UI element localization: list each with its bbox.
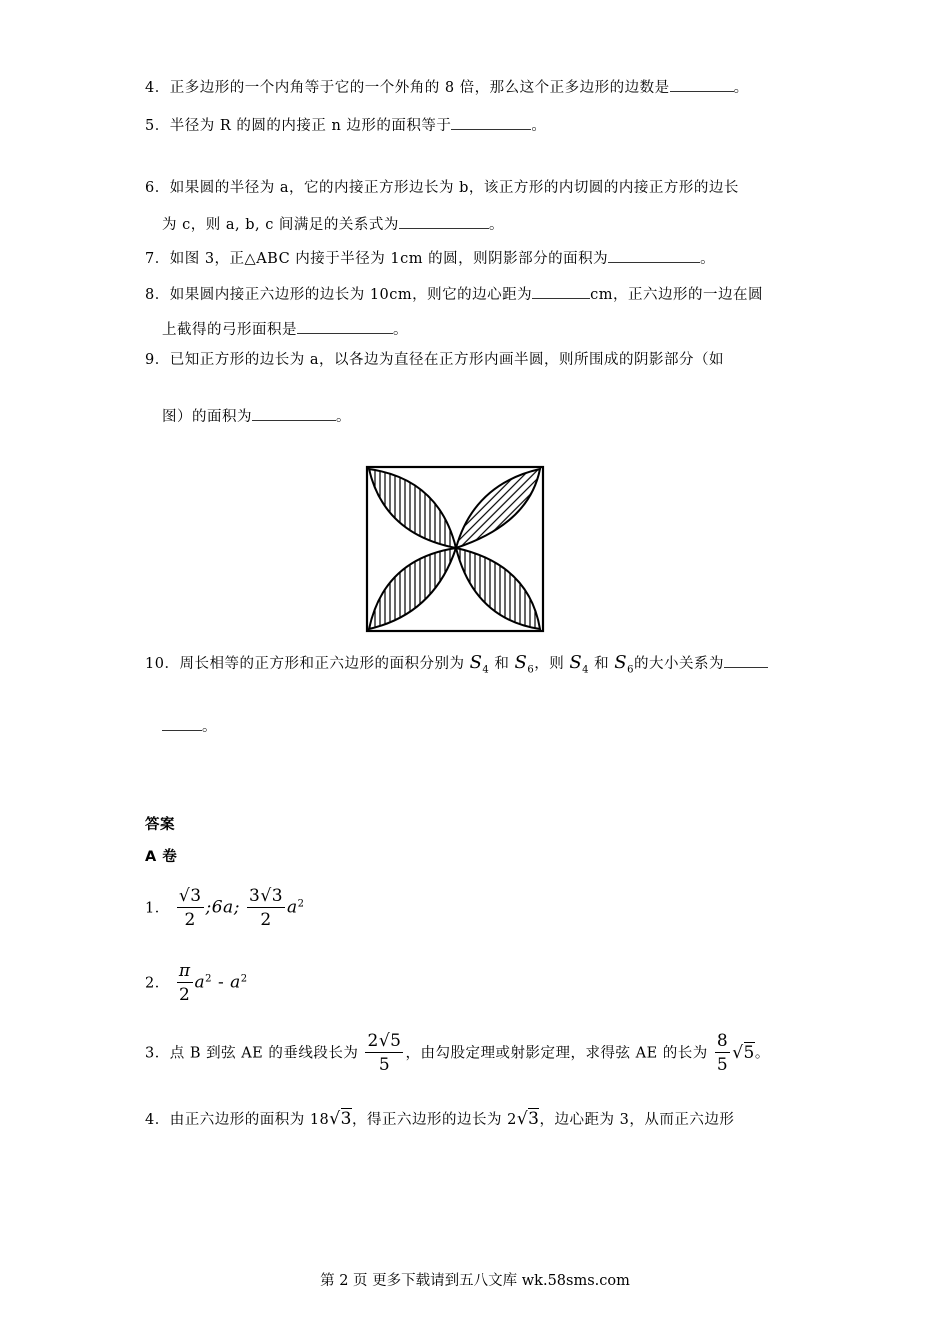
sqrt5: √5	[732, 1042, 755, 1063]
question-7-text: 7．如图 3，正△ABC 内接于半径为 1cm 的圆，则阴影部分的面积为	[145, 251, 609, 267]
denominator: 2	[260, 910, 272, 930]
numerator: 3√3	[249, 886, 284, 906]
question-6-line-1	[145, 176, 739, 197]
s4-symbol-2	[569, 652, 590, 676]
answer-3-text: 3．点 B 到弦 AE 的垂线段长为	[145, 1045, 359, 1062]
question-4-text: 4．正多边形的一个内角等于它的一个外角的 8 倍，那么这个正多边形的边数是	[145, 80, 670, 96]
minus-sign: -	[212, 972, 231, 993]
answer-1	[145, 885, 305, 932]
petal-bottom-left	[369, 548, 456, 629]
petal-bottom-right	[456, 548, 540, 629]
fraction-pi-over-2	[177, 960, 193, 1007]
radicand: 3	[340, 1109, 352, 1129]
denominator: 2	[184, 910, 196, 930]
question-7	[145, 247, 715, 268]
answer-3-text-b: ，由勾股定理或射影定理，求得弦 AE 的长为	[405, 1045, 708, 1062]
answer-4-text-b: ，得正六边形的边长为 2	[351, 1112, 517, 1128]
s4-subscript: 4	[582, 664, 590, 676]
radicand: 5	[743, 1042, 755, 1063]
answer-4-text: 4．由正六边形的面积为 18	[145, 1112, 330, 1128]
question-10-line-1	[145, 652, 768, 676]
and-word: 和	[494, 656, 510, 672]
answer-blank	[252, 408, 336, 421]
petal-top-right	[456, 469, 540, 548]
variable-a: a	[194, 972, 206, 993]
answer-4-text-c: ，边心距为 3，从而正六边形	[539, 1112, 735, 1128]
period: 。	[488, 217, 504, 233]
period: 。	[393, 322, 408, 338]
question-9-line-1	[145, 348, 724, 369]
answer-blank	[608, 250, 700, 263]
radicand: 5	[390, 1031, 402, 1051]
radicand: 3	[271, 886, 284, 906]
question-10-text: 10．周长相等的正方形和正六边形的面积分别为	[145, 656, 465, 672]
and-word: 和	[594, 656, 610, 672]
answer-4	[145, 1108, 734, 1129]
question-6-line-2	[162, 213, 504, 234]
question-10-line-2	[162, 715, 217, 736]
s6-subscript: 6	[527, 664, 535, 676]
s4-subscript: 4	[482, 664, 490, 676]
answer-3	[145, 1030, 770, 1077]
answer-blank	[297, 321, 393, 334]
s6-letter: S	[614, 652, 628, 673]
s6-symbol	[514, 652, 535, 676]
question-5-text: 5．半径为 R 的圆的内接正 n 边形的面积等于	[145, 118, 452, 134]
answer-1-middle: ;6a;	[205, 897, 240, 918]
period: 。	[336, 409, 351, 425]
question-8-line-1	[145, 283, 763, 304]
answer-2-number: 2．	[145, 975, 170, 992]
question-8-line-2	[162, 318, 408, 339]
answer-2	[145, 960, 248, 1007]
question-6-text: 6．如果圆的半径为 a，它的内接正方形边长为 b，该正方形的内切圆的内接正方形的边长	[145, 180, 739, 196]
answer-blank	[451, 117, 531, 130]
four-petal-square-figure	[364, 464, 546, 638]
denominator: 5	[716, 1055, 729, 1075]
fraction-3sqrt3-over-2	[247, 885, 285, 932]
period: 。	[531, 118, 547, 134]
period: 。	[700, 251, 716, 267]
question-10-text-b: 的大小关系为	[633, 656, 724, 672]
s4-letter: S	[569, 652, 583, 673]
coefficient: 2	[367, 1031, 379, 1051]
s6-letter: S	[514, 652, 528, 673]
denominator: 2	[179, 985, 191, 1005]
numerator: π	[178, 961, 191, 981]
exponent: 2	[297, 898, 305, 910]
s4-symbol	[469, 652, 490, 676]
section-a-heading: A 卷	[145, 849, 178, 865]
answer-blank	[532, 286, 590, 299]
s6-subscript: 6	[627, 664, 634, 676]
sqrt3: √3	[329, 1109, 352, 1129]
question-9-line-2	[162, 405, 351, 426]
numerator: 8	[716, 1031, 729, 1051]
radicand: 3	[190, 886, 202, 906]
sqrt3-b: √3	[516, 1109, 540, 1129]
question-6-text-cont: 为 c，则 a, b, c 间满足的关系式为	[162, 217, 399, 233]
fraction-2sqrt5-over-5	[365, 1030, 403, 1077]
answer-blank	[399, 216, 489, 229]
fraction-sqrt3-over-2	[177, 885, 204, 932]
exponent: 2	[205, 973, 213, 985]
numerator: √3	[178, 886, 202, 906]
radicand: 3	[528, 1109, 540, 1129]
coefficient: 3	[249, 886, 261, 906]
page-footer: 第 2 页 更多下载请到五八文库 wk.58sms.com	[320, 1273, 630, 1289]
variable-a: a	[230, 972, 241, 993]
period: 。	[733, 80, 749, 96]
petal-top-left	[369, 469, 456, 548]
answer-blank-cont	[162, 718, 202, 731]
answer-blank	[670, 79, 734, 92]
exponent: 2	[240, 973, 248, 985]
question-8-text-b: cm，正六边形的一边在圆	[590, 287, 764, 303]
question-8-text: 8．如果圆内接正六边形的边长为 10cm，则它的边心距为	[145, 287, 533, 303]
denominator: 5	[378, 1055, 391, 1075]
fraction-8-over-5	[715, 1030, 730, 1077]
period: 。	[202, 719, 217, 735]
answers-heading: 答案	[145, 817, 175, 833]
period: 。	[754, 1045, 770, 1062]
question-8-text-cont: 上截得的弓形面积是	[162, 322, 297, 338]
variable-a: a	[287, 897, 298, 918]
question-9-text: 9．已知正方形的边长为 a，以各边为直径在正方形内画半圆，则所围成的阴影部分（如	[145, 352, 724, 368]
comma-then: ，则	[534, 656, 565, 672]
question-9-text-cont: 图）的面积为	[162, 409, 252, 425]
numerator: 2√5	[367, 1031, 402, 1051]
answer-1-number: 1．	[145, 900, 170, 917]
s4-letter: S	[469, 652, 483, 673]
figure-svg	[364, 464, 546, 634]
s6-symbol-2	[614, 652, 634, 676]
answer-blank	[724, 655, 768, 668]
question-5	[145, 114, 546, 135]
question-4	[145, 76, 749, 97]
